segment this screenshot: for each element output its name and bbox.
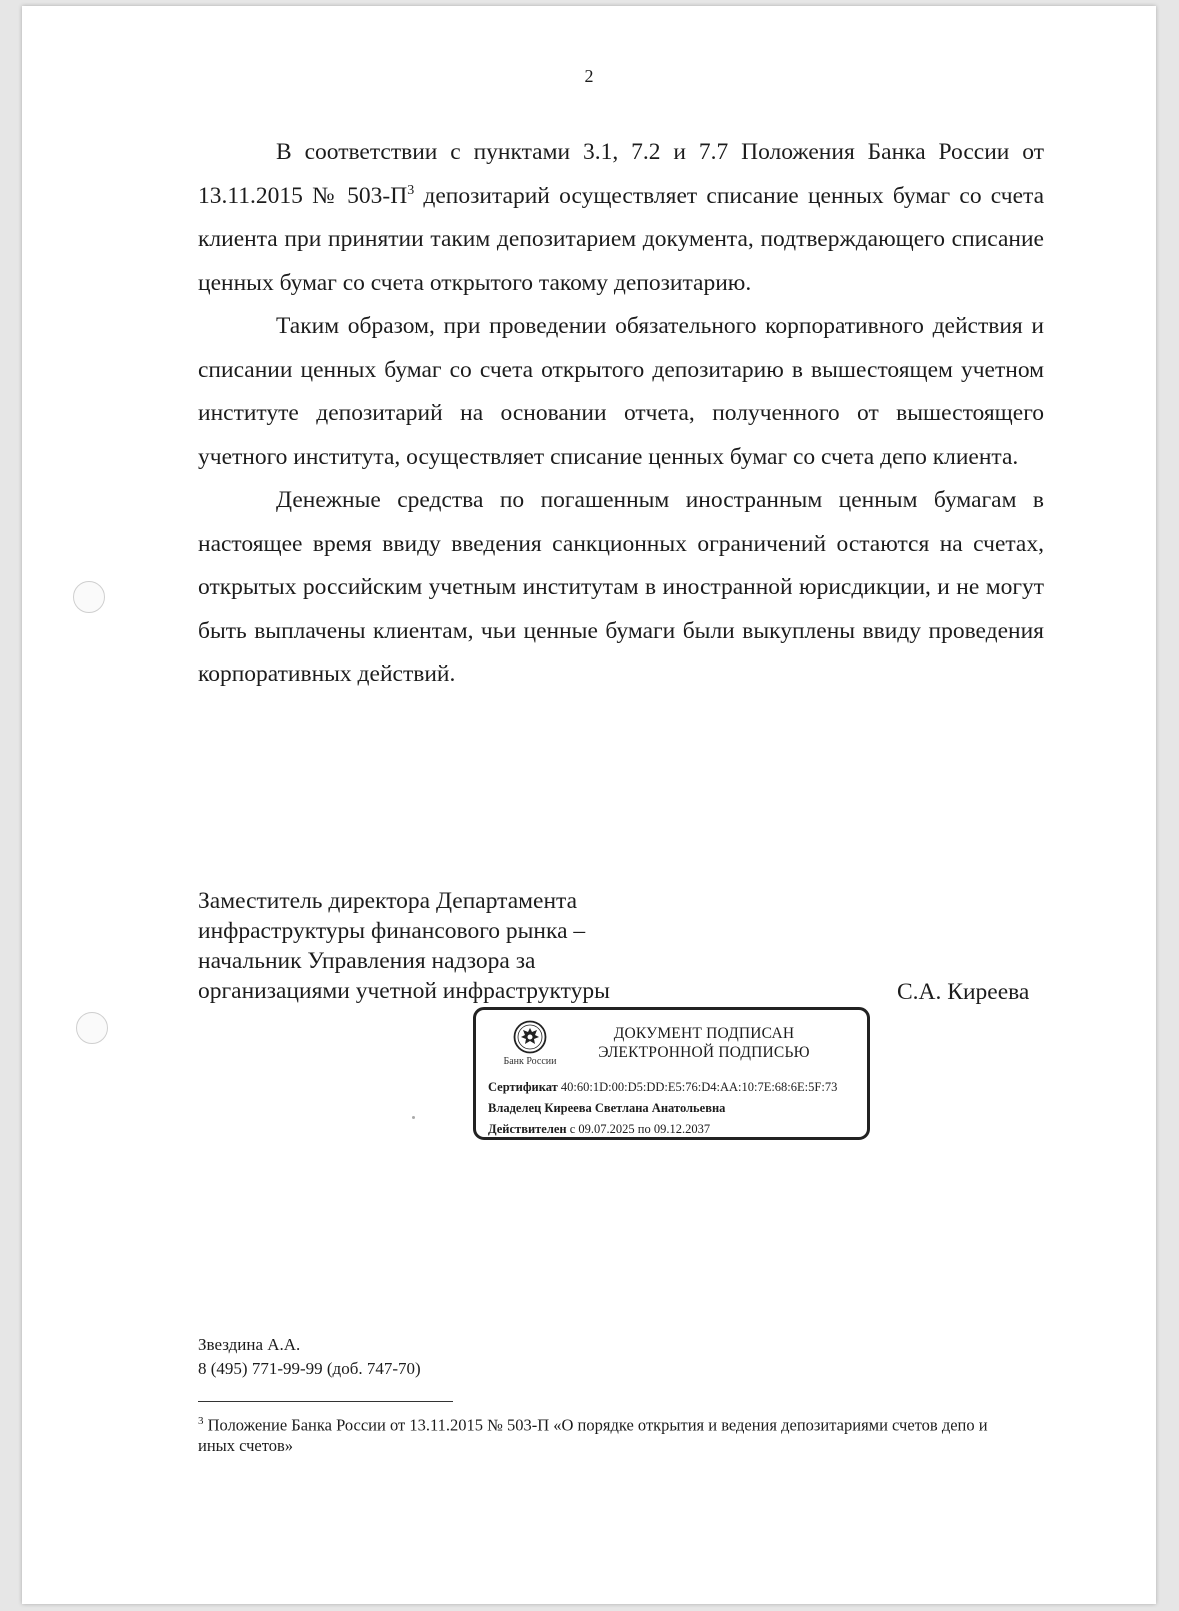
executor-info — [198, 1333, 421, 1381]
signer-position — [198, 886, 668, 1006]
validity-from-word: с — [569, 1122, 576, 1136]
certificate-label: Сертификат — [488, 1080, 558, 1094]
scan-speck — [412, 1116, 415, 1119]
owner-label: Владелец — [488, 1101, 542, 1115]
footnote-number: 3 — [198, 1415, 204, 1427]
validity-from-date: 09.07.2025 — [578, 1122, 635, 1136]
validity-label: Действителен — [488, 1122, 567, 1136]
footnote — [198, 1411, 1018, 1456]
validity-to-date: 09.12.2037 — [653, 1122, 711, 1136]
signer-name: С.А. Киреева — [897, 979, 1030, 1005]
punch-hole — [73, 581, 105, 613]
paragraph-1 — [198, 131, 1044, 305]
document-page — [22, 6, 1156, 1604]
bank-of-russia-logo — [490, 1020, 570, 1067]
footnote-text: Положение Банка России от 13.11.2015 № 503-П «О порядке открытия и ведения депозитариями счетов депо и иных счетов» — [198, 1415, 988, 1455]
validity-row — [488, 1122, 710, 1137]
owner-value: Киреева Светлана Анатольевна — [544, 1101, 726, 1115]
stamp-title-line-1: ДОКУМЕНТ ПОДПИСАН — [613, 1025, 795, 1042]
letter-body — [198, 131, 1044, 697]
executor-phone: 8 (495) 771-99-99 (доб. 747-70) — [198, 1359, 421, 1378]
page-number: 2 — [584, 66, 594, 86]
paragraph-2: Таким образом, при проведении обязательного корпоративного действия и списании ценных бумаг со счета открытого депозитарию в вышестоящем учетном институте депозитарий на основании отчета, полученного от вышестоящего учетного института, осуществляет списание ценных бумаг со счета депо клиента. — [198, 313, 1044, 470]
executor-name: Звездина А.А. — [198, 1335, 301, 1354]
signer-title-line: Заместитель директора Департамента — [198, 888, 578, 914]
stamp-title-line-2: ЭЛЕКТРОННОЙ ПОДПИСЬЮ — [598, 1044, 810, 1061]
stamp-title — [574, 1024, 834, 1062]
paragraph-3: Денежные средства по погашенным иностранным ценным бумагам в настоящее время ввиду введения санкционных ограничений остаются на счетах, открытых российским учетным институтам в иностранной юрисдикции, и не могут быть выплачены клиентам, чьи ценные бумаги были выкуплены ввиду проведения корпоративных действий. — [198, 487, 1044, 687]
footnote-divider — [198, 1401, 453, 1402]
validity-to-word: по — [637, 1122, 651, 1136]
certificate-row — [488, 1080, 837, 1095]
paragraph-1-text-cont: депозитарий осуществляет списание ценных бумаг со счета клиента при принятии таким депозитарием документа, подтверждающего списание ценных бумаг со счета открытого такому депозитарию. — [198, 182, 1044, 296]
signer-title-line: инфраструктуры финансового рынка – — [198, 918, 586, 944]
certificate-value: 40:60:1D:00:D5:DD:E5:76:D4:AA:10:7E:68:6E:5F:73 — [560, 1080, 838, 1094]
double-eagle-emblem-icon — [513, 1020, 547, 1054]
paragraph-1-text: В соответствии с пунктами 3.1, 7.2 и 7.7 Положения Банка России от 13.11.2015 № 503-П — [198, 139, 1044, 209]
footnote-ref: 3 — [407, 182, 415, 198]
punch-hole — [76, 1012, 108, 1044]
logo-caption: Банк России — [503, 1056, 557, 1067]
owner-row — [488, 1101, 725, 1116]
electronic-signature-stamp — [473, 1007, 870, 1140]
signer-title-line: организациями учетной инфраструктуры — [198, 978, 610, 1004]
signer-title-line: начальник Управления надзора за — [198, 948, 536, 974]
